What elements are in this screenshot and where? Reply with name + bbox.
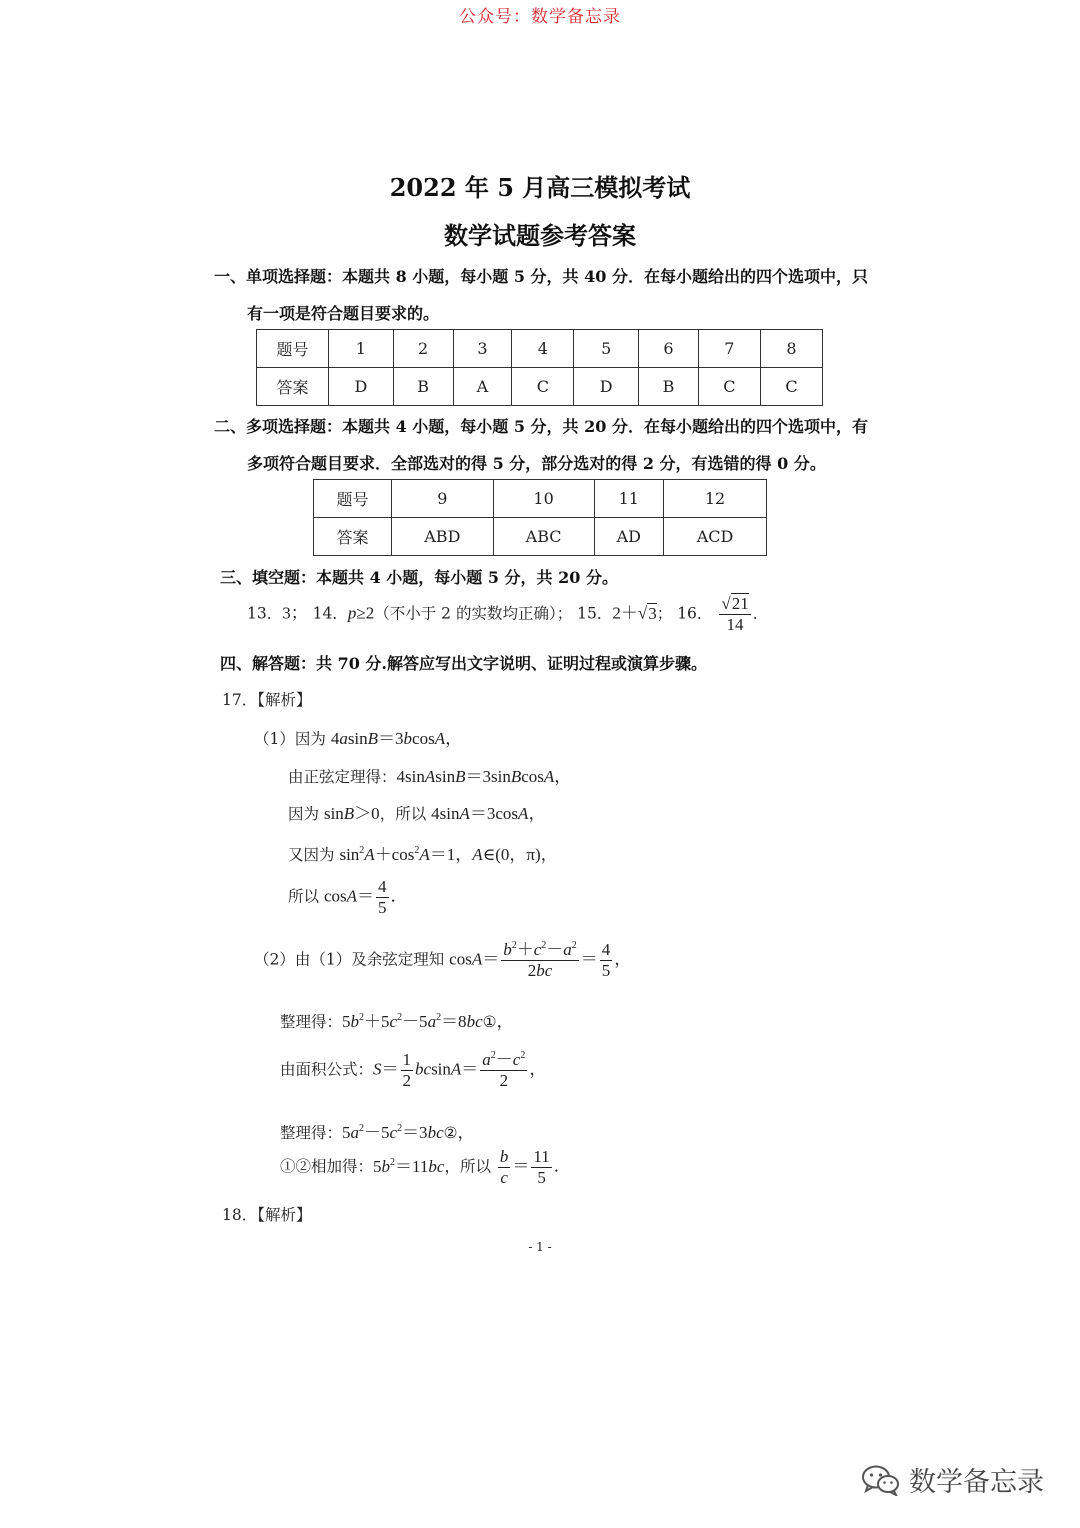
table-cell: 10 xyxy=(493,480,594,518)
q17-p1-line2: 由正弦定理得：4sinAsinB＝3sinBcosA， xyxy=(288,767,572,786)
table-cell: ACD xyxy=(664,518,767,556)
table-cell: 7 xyxy=(698,330,760,368)
q14-note: （不小于 2 的实数均正确）； xyxy=(374,604,573,623)
table-cell: D xyxy=(574,368,639,406)
table-row xyxy=(257,330,823,368)
table-cell: 6 xyxy=(639,330,699,368)
table-cell: B xyxy=(639,368,699,406)
table-cell: A xyxy=(453,368,512,406)
table-cell: 12 xyxy=(664,480,767,518)
q17-p2-line1: （2）由（1）及余弦定理知 cosA＝ $\frac{b^2+c^2-a^2}{2bc}$ ＝ $\frac{4}{5}$ ， xyxy=(254,940,632,980)
q15-pre: 2＋ xyxy=(612,603,638,623)
page-number: - 1 - xyxy=(528,1240,552,1254)
q17-p2-line2: 整理得：$5b^2+5c^2-5a^2=8bc①$， xyxy=(280,1012,514,1031)
q17-label: 17．【解析】 xyxy=(222,691,312,709)
single-choice-table xyxy=(256,329,823,406)
section3-heading: 三、填空题：本题共 4 小题，每小题 5 分，共 20 分。 xyxy=(220,568,618,587)
q14-label: 14． xyxy=(312,604,348,623)
wechat-icon xyxy=(861,1464,901,1503)
table-cell: C xyxy=(760,368,822,406)
multi-choice-table xyxy=(313,479,767,556)
q15-label: 15． xyxy=(577,604,613,623)
table-cell: AD xyxy=(594,518,663,556)
section4-heading: 四、解答题：共 70 分.解答应写出文字说明、证明过程或演算步骤。 xyxy=(220,654,707,673)
table-cell: ABD xyxy=(392,518,494,556)
table-cell: C xyxy=(512,368,574,406)
table-cell: 1 xyxy=(329,330,394,368)
page-subtitle: 数学试题参考答案 xyxy=(444,221,636,250)
table-cell: B xyxy=(393,368,453,406)
q14-rel: ≥2 xyxy=(356,603,375,623)
q16-denominator: 14 xyxy=(726,615,744,634)
q16-label: 16． xyxy=(677,604,713,623)
q13-label: 13． xyxy=(247,604,283,623)
q17-p1-line4: 又因为 $\sin^2A+\cos^2A=1$，A∈(0，π)， xyxy=(288,845,558,864)
q16-radicand: 21 xyxy=(731,594,749,613)
q17-p1-line3: 因为 sinB＞0，所以 4sinA＝3cosA， xyxy=(288,804,546,823)
q17-p2-line5: ①②相加得：$5b^2=11bc$，所以 $\frac{b}{c}$ ＝ $\frac{11}{5}$ ． xyxy=(280,1147,571,1187)
q18-label: 18．【解析】 xyxy=(222,1206,312,1224)
table-header-cell: 答案 xyxy=(257,368,329,406)
table-header-cell: 题号 xyxy=(314,480,392,518)
q17-p1-line5: 所以 cosA＝ $\frac{4}{5}$ ． xyxy=(288,877,408,917)
section2-line2: 多项符合题目要求．全部选对的得 5 分，部分选对的得 2 分，有选错的得 0 分。 xyxy=(247,454,826,473)
table-row xyxy=(314,480,767,518)
table-cell: 2 xyxy=(393,330,453,368)
table-row xyxy=(314,518,767,556)
section1-line2: 有一项是符合题目要求的。 xyxy=(247,304,440,323)
table-row xyxy=(257,368,823,406)
q15-radicand: 3 xyxy=(648,603,657,623)
q17-p2-line3: 由面积公式：S＝ $\frac{1}{2}$ bcsinA＝ $\frac{a^2-c^2}{2}$ ， xyxy=(280,1050,547,1090)
table-cell: ABC xyxy=(493,518,594,556)
table-cell: C xyxy=(698,368,760,406)
section2-line1: 二、多项选择题：本题共 4 小题，每小题 5 分，共 20 分．在每小题给出的四个选项中，有 xyxy=(214,417,868,436)
fill-blank-answers: 13．3； 14．p≥2（不小于 2 的实数均正确）； 15．2＋√3； 16． $\frac{√21}{14}$ ． xyxy=(247,594,769,634)
watermark xyxy=(861,1460,1044,1503)
table-cell: D xyxy=(329,368,394,406)
table-cell: 9 xyxy=(392,480,494,518)
table-header-cell: 题号 xyxy=(257,330,329,368)
q17-p1-line1: （1）因为 4asinB＝3bcosA， xyxy=(254,729,463,748)
table-cell: 4 xyxy=(512,330,574,368)
q17-p2-line4: 整理得：$5a^2-5c^2=3bc②$， xyxy=(280,1123,475,1142)
watermark-text: 数学备忘录 xyxy=(909,1467,1044,1498)
q16-end: ． xyxy=(752,604,769,623)
table-cell: 3 xyxy=(453,330,512,368)
q13-answer: 3； xyxy=(282,603,308,623)
section1-line1: 一、单项选择题：本题共 8 小题，每小题 5 分，共 40 分．在每小题给出的四个选项中，只 xyxy=(214,267,868,286)
table-cell: 8 xyxy=(760,330,822,368)
page-title: 2022 年 5 月高三模拟考试 xyxy=(389,173,691,202)
q14-var: p xyxy=(347,603,357,623)
header-source: 公众号：数学备忘录 xyxy=(459,7,621,27)
table-header-cell: 答案 xyxy=(314,518,392,556)
table-cell: 11 xyxy=(594,480,663,518)
table-cell: 5 xyxy=(574,330,639,368)
q15-end: ； xyxy=(656,604,673,623)
